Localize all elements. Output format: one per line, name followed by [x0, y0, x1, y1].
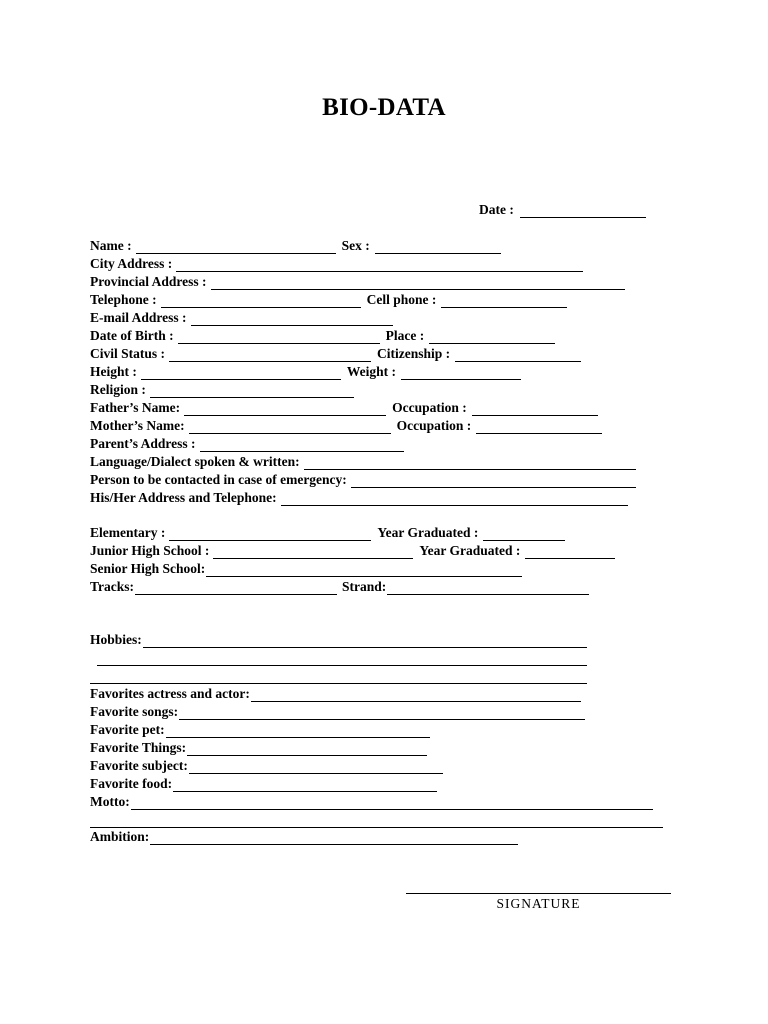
strand-field[interactable] — [387, 582, 589, 595]
ambition-field[interactable] — [150, 832, 518, 845]
emergency-address-label: His/Her Address and Telephone: — [90, 490, 277, 505]
favorite-subject-field[interactable] — [189, 761, 443, 774]
telephone-field[interactable] — [161, 295, 361, 308]
shs-row — [90, 559, 522, 577]
hobbies-label: Hobbies: — [90, 632, 142, 647]
name-row — [90, 236, 501, 254]
language-row — [90, 452, 636, 470]
citizenship-label: Citizenship : — [377, 346, 451, 361]
email-row — [90, 308, 393, 326]
father-occupation-field[interactable] — [472, 403, 598, 416]
provincial-address-label: Provincial Address : — [90, 274, 207, 289]
telephone-row — [90, 290, 567, 308]
motto-field[interactable] — [131, 797, 653, 810]
favorite-things-field[interactable] — [187, 743, 427, 756]
email-field[interactable] — [191, 313, 393, 326]
jhs-year-field[interactable] — [525, 546, 615, 559]
elementary-year-label: Year Graduated : — [377, 525, 479, 540]
hobbies-field[interactable] — [143, 635, 587, 648]
jhs-year-label: Year Graduated : — [419, 543, 521, 558]
hobbies-continuation-1 — [97, 648, 587, 666]
ambition-row — [90, 827, 518, 845]
citizenship-field[interactable] — [455, 349, 581, 362]
city-address-field[interactable] — [176, 259, 583, 272]
jhs-field[interactable] — [213, 546, 413, 559]
civil-status-field[interactable] — [169, 349, 371, 362]
mother-name-field[interactable] — [189, 421, 391, 434]
elementary-field[interactable] — [169, 528, 371, 541]
tracks-label: Tracks: — [90, 579, 134, 594]
emergency-contact-label: Person to be contacted in case of emergency: — [90, 472, 347, 487]
elementary-year-field[interactable] — [483, 528, 565, 541]
shs-field[interactable] — [206, 564, 522, 577]
cellphone-label: Cell phone : — [366, 292, 437, 307]
elementary-label: Elementary : — [90, 525, 166, 540]
favorite-actress-actor-label: Favorites actress and actor: — [90, 686, 250, 701]
emergency-contact-field[interactable] — [351, 475, 636, 488]
language-label: Language/Dialect spoken & written: — [90, 454, 300, 469]
favorite-food-label: Favorite food: — [90, 776, 173, 791]
tracks-row — [90, 577, 589, 595]
father-name-field[interactable] — [184, 403, 386, 416]
favorite-pet-field[interactable] — [166, 725, 430, 738]
father-row — [90, 398, 598, 416]
sex-field[interactable] — [375, 241, 501, 254]
provincial-address-field[interactable] — [211, 277, 625, 290]
shs-label: Senior High School: — [90, 561, 206, 576]
form-title: BIO-DATA — [322, 94, 446, 121]
signature-line[interactable] — [406, 892, 671, 894]
favorite-pet-row — [90, 720, 430, 738]
motto-row — [90, 792, 653, 810]
height-row — [90, 362, 521, 380]
favorite-subject-label: Favorite subject: — [90, 758, 188, 773]
hobbies-row — [90, 630, 587, 648]
city-address-label: City Address : — [90, 256, 173, 271]
favorite-songs-field[interactable] — [179, 707, 585, 720]
parents-address-field[interactable] — [200, 439, 404, 452]
emergency-contact-row — [90, 470, 636, 488]
date-field[interactable] — [520, 205, 646, 218]
elementary-row — [90, 523, 565, 541]
dob-label: Date of Birth : — [90, 328, 174, 343]
favorite-subject-row — [90, 756, 443, 774]
hobbies-field-line-2[interactable] — [97, 653, 587, 666]
civil-status-row — [90, 344, 581, 362]
jhs-label: Junior High School : — [90, 543, 210, 558]
weight-field[interactable] — [401, 367, 521, 380]
parents-address-label: Parent’s Address : — [90, 436, 196, 451]
height-field[interactable] — [141, 367, 341, 380]
mother-occupation-field[interactable] — [476, 421, 602, 434]
favorite-songs-row — [90, 702, 585, 720]
date-row — [479, 200, 646, 218]
place-field[interactable] — [429, 331, 555, 344]
dob-field[interactable] — [178, 331, 380, 344]
email-label: E-mail Address : — [90, 310, 187, 325]
height-label: Height : — [90, 364, 137, 379]
mother-occupation-label: Occupation : — [396, 418, 472, 433]
city-address-row — [90, 254, 583, 272]
language-field[interactable] — [304, 457, 636, 470]
parents-address-row — [90, 434, 404, 452]
motto-label: Motto: — [90, 794, 130, 809]
favorite-actress-actor-field[interactable] — [251, 689, 581, 702]
telephone-label: Telephone : — [90, 292, 157, 307]
father-name-label: Father’s Name: — [90, 400, 181, 415]
favorite-things-label: Favorite Things: — [90, 740, 187, 755]
provincial-address-row — [90, 272, 625, 290]
civil-status-label: Civil Status : — [90, 346, 166, 361]
father-occupation-label: Occupation : — [392, 400, 467, 415]
place-label: Place : — [385, 328, 425, 343]
tracks-field[interactable] — [135, 582, 337, 595]
name-label: Name : — [90, 238, 132, 253]
motto-continuation — [90, 810, 663, 828]
emergency-address-field[interactable] — [281, 493, 628, 506]
jhs-row — [90, 541, 615, 559]
emergency-address-row — [90, 488, 628, 506]
strand-label: Strand: — [342, 579, 387, 594]
mother-row — [90, 416, 602, 434]
cellphone-field[interactable] — [441, 295, 567, 308]
favorite-songs-label: Favorite songs: — [90, 704, 179, 719]
religion-row — [90, 380, 354, 398]
favorite-food-field[interactable] — [173, 779, 437, 792]
favorite-things-row — [90, 738, 427, 756]
hobbies-continuation-2 — [90, 666, 587, 684]
hobbies-field-line-3[interactable] — [90, 671, 587, 684]
dob-row — [90, 326, 555, 344]
weight-label: Weight : — [346, 364, 396, 379]
religion-field[interactable] — [150, 385, 354, 398]
date-label: Date : — [479, 202, 514, 217]
favorite-actress-actor-row — [90, 684, 581, 702]
sex-label: Sex : — [341, 238, 370, 253]
religion-label: Religion : — [90, 382, 146, 397]
ambition-label: Ambition: — [90, 829, 150, 844]
mother-name-label: Mother’s Name: — [90, 418, 185, 433]
favorite-pet-label: Favorite pet: — [90, 722, 165, 737]
favorite-food-row — [90, 774, 437, 792]
name-field[interactable] — [136, 241, 336, 254]
signature-label: SIGNATURE — [496, 896, 581, 911]
